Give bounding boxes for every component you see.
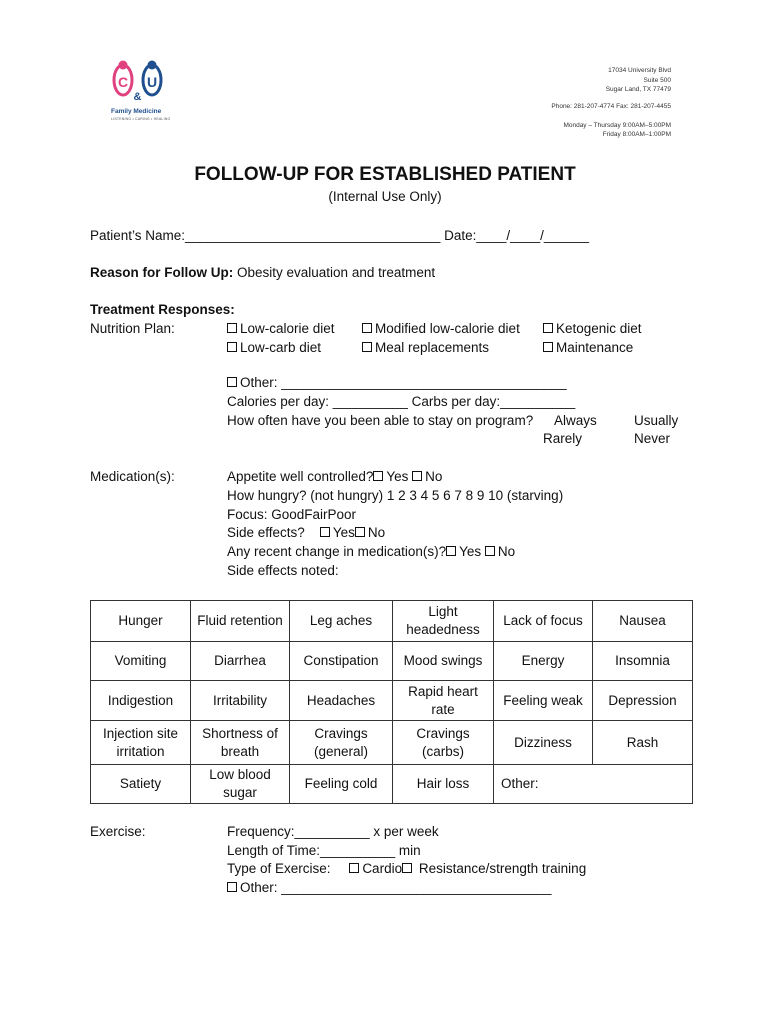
logo-tagline: LISTENING • CARING • HEALING xyxy=(111,117,171,121)
symptom-cell[interactable]: Vomiting xyxy=(91,642,191,681)
table-row xyxy=(91,765,693,804)
address-street: 17034 University Blvd xyxy=(608,67,671,74)
medication-label: Medication(s): xyxy=(90,469,175,484)
checkbox[interactable] xyxy=(412,471,422,481)
recent-change-label: Any recent change in medication(s)? xyxy=(227,544,447,559)
logo-name: Family Medicine xyxy=(111,108,162,115)
yes-label: Yes xyxy=(332,525,355,540)
svg-text:&: & xyxy=(133,91,142,103)
option-label: Other: ______________________________________ xyxy=(240,375,567,390)
checkbox[interactable] xyxy=(402,863,412,873)
symptom-cell[interactable]: Lack of focus xyxy=(494,601,593,642)
symptom-cell[interactable]: Injection site irritation xyxy=(91,721,191,765)
symptom-cell[interactable]: Feeling weak xyxy=(494,681,593,721)
calories-carbs-field[interactable]: Calories per day: __________ Carbs per day:__________ xyxy=(227,394,576,409)
reason-line xyxy=(90,265,435,280)
appetite-question xyxy=(227,469,442,484)
side-effects-noted: Side effects noted: xyxy=(227,563,339,578)
cardio-label: Cardio xyxy=(362,861,403,876)
exercise-type xyxy=(227,861,586,876)
symptom-cell[interactable]: Shortness of breath xyxy=(191,721,290,765)
symptom-cell[interactable]: Feeling cold xyxy=(290,765,393,804)
reason-value: Obesity evaluation and treatment xyxy=(233,265,436,280)
symptom-cell[interactable]: Light headedness xyxy=(393,601,494,642)
symptom-cell[interactable]: Rapid heart rate xyxy=(393,681,494,721)
checkbox[interactable] xyxy=(349,863,359,873)
option-usually[interactable]: Usually xyxy=(634,413,679,428)
recent-change-question xyxy=(227,544,515,559)
option-label: Modified low-calorie diet xyxy=(375,321,520,336)
checkbox[interactable] xyxy=(446,546,456,556)
option-meal-replacements[interactable] xyxy=(362,340,489,355)
hours-weekdays: Monday – Thursday 9:00AM–5:00PM xyxy=(563,122,671,129)
exercise-other-label: Other: ____________________________________ xyxy=(240,880,552,895)
symptom-cell[interactable]: Insomnia xyxy=(593,642,693,681)
checkbox[interactable] xyxy=(320,527,330,537)
svg-text:U: U xyxy=(146,74,158,90)
option-low-carb[interactable] xyxy=(227,340,321,355)
option-label: Low-calorie diet xyxy=(240,321,335,336)
symptom-cell[interactable]: Low blood sugar xyxy=(191,765,290,804)
patient-name-date-field[interactable]: Patient’s Name:__________________________________ Date:____/____/______ xyxy=(90,228,589,243)
option-never[interactable]: Never xyxy=(634,431,671,446)
focus-scale[interactable]: Focus: GoodFairPoor xyxy=(227,507,357,522)
checkbox[interactable] xyxy=(373,471,383,481)
how-often-question: How often have you been able to stay on program? xyxy=(227,413,534,428)
symptom-cell[interactable]: Fluid retention xyxy=(191,601,290,642)
symptom-cell[interactable]: Irritability xyxy=(191,681,290,721)
option-maintenance[interactable] xyxy=(543,340,633,355)
option-other[interactable] xyxy=(227,375,567,390)
checkbox[interactable] xyxy=(362,342,372,352)
hours-friday: Friday 8:00AM–1:00PM xyxy=(602,131,671,138)
exercise-label: Exercise: xyxy=(90,824,146,839)
option-label: Meal replacements xyxy=(375,340,490,355)
symptom-cell[interactable]: Indigestion xyxy=(91,681,191,721)
symptom-cell[interactable]: Hunger xyxy=(91,601,191,642)
table-row xyxy=(91,601,693,642)
symptom-cell[interactable]: Rash xyxy=(593,721,693,765)
symptom-cell[interactable]: Constipation xyxy=(290,642,393,681)
table-row xyxy=(91,681,693,721)
option-ketogenic[interactable] xyxy=(543,321,642,336)
option-label: Maintenance xyxy=(556,340,634,355)
checkbox[interactable] xyxy=(543,342,553,352)
page-subtitle: (Internal Use Only) xyxy=(328,189,442,204)
checkbox[interactable] xyxy=(227,323,237,333)
hunger-scale[interactable]: How hungry? (not hungry) 1 2 3 4 5 6 7 8 9 10 (starving) xyxy=(227,488,564,503)
table-row xyxy=(91,721,693,765)
checkbox[interactable] xyxy=(227,882,237,892)
exercise-frequency-field[interactable]: Frequency:__________ x per week xyxy=(227,824,439,839)
address-suite: Suite 500 xyxy=(643,77,671,84)
symptom-cell[interactable]: Dizziness xyxy=(494,721,593,765)
checkbox[interactable] xyxy=(485,546,495,556)
option-rarely[interactable]: Rarely xyxy=(543,431,583,446)
side-effects-question xyxy=(227,525,385,540)
address-city: Sugar Land, TX 77479 xyxy=(605,86,671,93)
option-always[interactable]: Always xyxy=(554,413,597,428)
no-label: No xyxy=(367,525,386,540)
symptom-cell[interactable]: Cravings (carbs) xyxy=(393,721,494,765)
checkbox[interactable] xyxy=(543,323,553,333)
yes-label: Yes xyxy=(386,469,409,484)
yes-label: Yes xyxy=(459,544,482,559)
page-title: FOLLOW-UP FOR ESTABLISHED PATIENT xyxy=(194,164,576,185)
svg-text:C: C xyxy=(117,74,129,90)
option-label: Low-carb diet xyxy=(240,340,322,355)
no-label: No xyxy=(425,469,443,484)
checkbox[interactable] xyxy=(227,342,237,352)
checkbox[interactable] xyxy=(362,323,372,333)
no-label: No xyxy=(497,544,516,559)
checkbox[interactable] xyxy=(227,377,237,387)
option-modified-low-calorie[interactable] xyxy=(362,321,520,336)
symptom-cell[interactable]: Depression xyxy=(593,681,693,721)
symptom-cell[interactable]: Satiety xyxy=(91,765,191,804)
exercise-other[interactable] xyxy=(227,880,552,895)
symptom-cell[interactable]: Mood swings xyxy=(393,642,494,681)
symptom-cell[interactable]: Headaches xyxy=(290,681,393,721)
symptom-cell[interactable]: Hair loss xyxy=(393,765,494,804)
appetite-label: Appetite well controlled? xyxy=(227,469,374,484)
resistance-label: Resistance/strength training xyxy=(418,861,587,876)
exercise-length-field[interactable]: Length of Time:__________ min xyxy=(227,843,421,858)
nutrition-label: Nutrition Plan: xyxy=(90,321,175,336)
table-row xyxy=(91,642,693,681)
option-label: Ketogenic diet xyxy=(556,321,642,336)
exercise-type-label: Type of Exercise: xyxy=(227,861,331,876)
symptom-cell[interactable]: Energy xyxy=(494,642,593,681)
reason-label: Reason for Follow Up: xyxy=(90,265,234,280)
option-low-calorie[interactable] xyxy=(227,321,335,336)
address-phone: Phone: 281-207-4774 Fax: 281-207-4455 xyxy=(551,103,671,110)
symptom-other-cell[interactable]: Other: xyxy=(494,765,693,804)
treatment-heading: Treatment Responses: xyxy=(90,302,235,317)
symptom-cell[interactable]: Diarrhea xyxy=(191,642,290,681)
symptoms-table xyxy=(90,600,693,804)
symptom-cell[interactable]: Leg aches xyxy=(290,601,393,642)
side-effects-label: Side effects? xyxy=(227,525,305,540)
checkbox[interactable] xyxy=(355,527,365,537)
symptom-cell[interactable]: Cravings (general) xyxy=(290,721,393,765)
symptom-cell[interactable]: Nausea xyxy=(593,601,693,642)
